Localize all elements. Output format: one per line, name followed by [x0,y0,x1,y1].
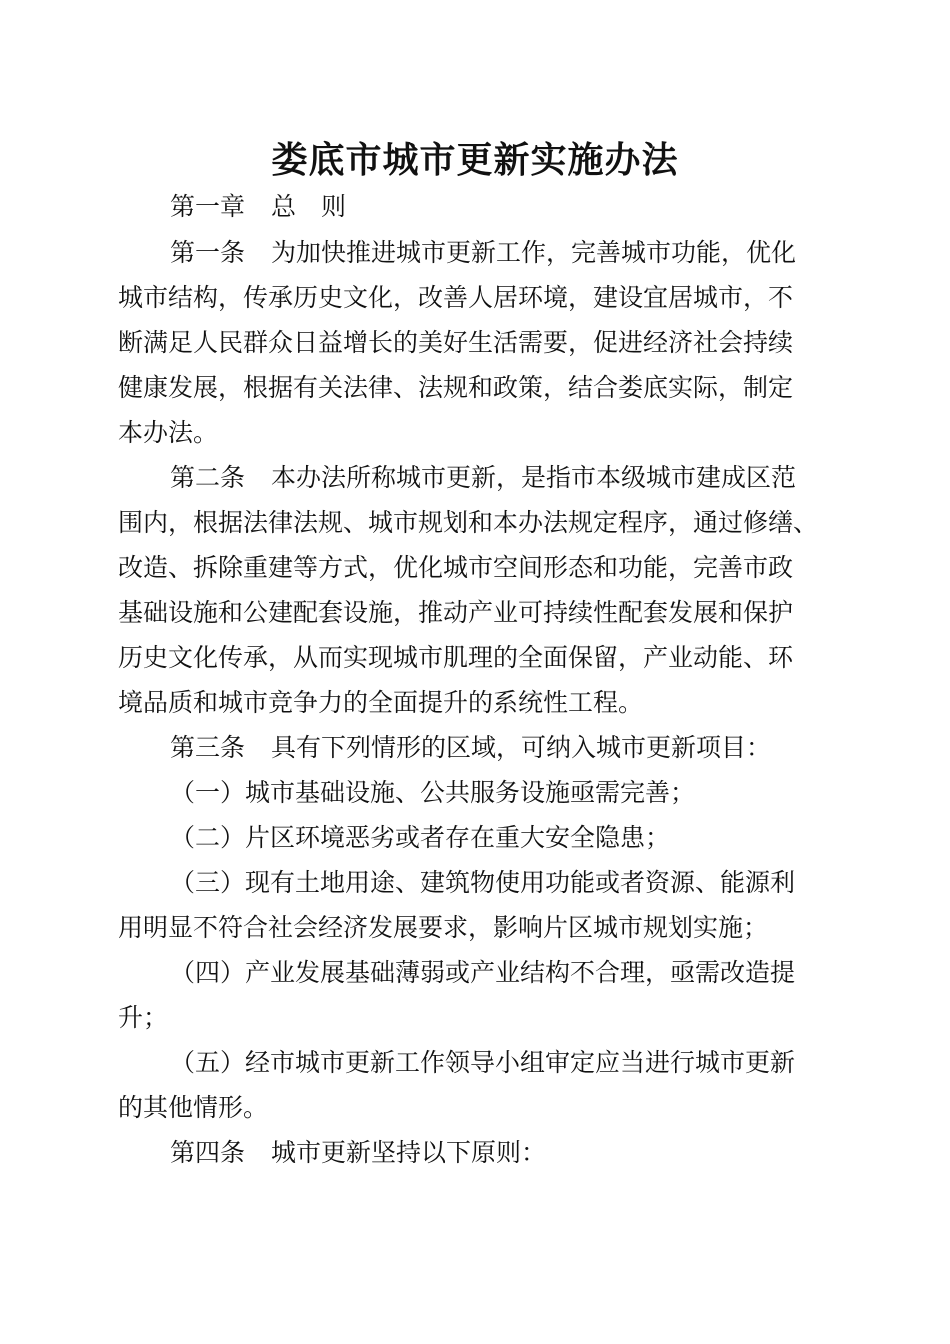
article-1-line-3: 断满足人民群众日益增长的美好生活需要，促进经济社会持续 [118,328,794,357]
article-3-item-3-line-2: 用明显不符合社会经济发展要求，影响片区城市规划实施； [118,913,769,942]
article-3-item-5-line-2: 的其他情形。 [118,1093,269,1122]
chapter-heading [170,190,346,224]
article-2-line-5: 历史文化传承，从而实现城市肌理的全面保留，产业动能、环 [118,643,794,672]
article-4-label: 第四条 [170,1138,246,1167]
article-1-text: 为加快推进城市更新工作，完善城市功能，优化 [271,238,797,267]
article-1-line-2: 城市结构，传承历史文化，改善人居环境，建设宜居城市，不 [118,283,794,312]
article-3-text: 具有下列情形的区域，可纳入城市更新项目： [271,733,772,762]
article-2-line-2: 围内，根据法律法规、城市规划和本办法规定程序，通过修缮、 [118,508,819,537]
article-1-line-5: 本办法。 [118,418,219,447]
article-4-text: 城市更新坚持以下原则： [271,1138,547,1167]
article-3-item-4-line-1: （四）产业发展基础薄弱或产业结构不合理，亟需改造提 [170,958,796,987]
article-3-item-1: （一）城市基础设施、公共服务设施亟需完善； [170,778,696,807]
article-4-line-1 [170,1136,546,1170]
article-3-item-4-line-2: 升； [118,1003,169,1032]
article-2-line-1 [170,461,796,495]
article-1-line-1 [170,236,796,270]
article-3-line-1 [170,731,771,765]
article-2-label: 第二条 [170,463,246,492]
chapter-label: 第一章 [170,192,246,221]
article-1-line-4: 健康发展，根据有关法律、法规和政策，结合娄底实际，制定 [118,373,794,402]
chapter-name: 总 则 [271,192,347,221]
article-2-line-6: 境品质和城市竞争力的全面提升的系统性工程。 [118,688,644,717]
article-3-label: 第三条 [170,733,246,762]
article-3-item-3-line-1: （三）现有土地用途、建筑物使用功能或者资源、能源利 [170,868,796,897]
article-2-line-4: 基础设施和公建配套设施，推动产业可持续性配套发展和保护 [118,598,794,627]
article-2-line-3: 改造、拆除重建等方式，优化城市空间形态和功能，完善市政 [118,553,794,582]
article-1-label: 第一条 [170,238,246,267]
article-3-item-5-line-1: （五）经市城市更新工作领导小组审定应当进行城市更新 [170,1048,796,1077]
article-3-item-2: （二）片区环境恶劣或者存在重大安全隐患； [170,823,671,852]
article-2-text: 本办法所称城市更新，是指市本级城市建成区范 [271,463,797,492]
document-title: 娄底市城市更新实施办法 [271,139,679,181]
